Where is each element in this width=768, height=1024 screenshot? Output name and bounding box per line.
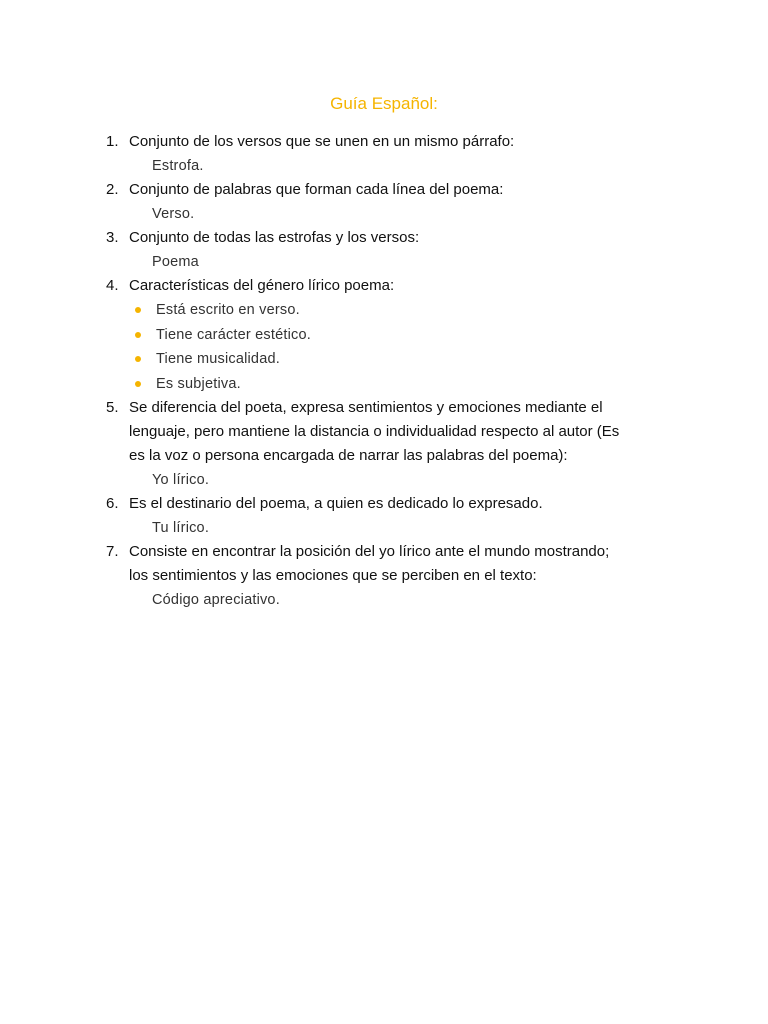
bullet-dot-icon bbox=[135, 356, 141, 362]
bullet-text: Está escrito en verso. bbox=[156, 302, 300, 318]
list-item bbox=[106, 130, 666, 154]
bullet-item bbox=[106, 323, 666, 348]
answer-text: Poema bbox=[152, 254, 199, 270]
item-number: 7. bbox=[106, 543, 119, 560]
bullet-item bbox=[106, 298, 666, 323]
bullet-text: Tiene carácter estético. bbox=[156, 326, 311, 343]
question-text: Conjunto de todas las estrofas y los versos: bbox=[129, 229, 420, 246]
question-line: lenguaje, pero mantiene la distancia o individualidad respecto al autor (Es bbox=[129, 423, 620, 440]
bullet-item bbox=[106, 347, 666, 372]
item-number: 6. bbox=[106, 495, 119, 512]
answer-text: Código apreciativo. bbox=[152, 592, 280, 608]
answer-text: Tu lírico. bbox=[152, 520, 210, 536]
question-text: Es el destinario del poema, a quien es dedicado lo expresado. bbox=[129, 495, 543, 512]
bullet-text: Tiene musicalidad. bbox=[156, 351, 280, 367]
question-text: Conjunto de los versos que se unen en un mismo párrafo: bbox=[129, 133, 515, 150]
list-item bbox=[106, 396, 666, 468]
question-text: Conjunto de palabras que forman cada línea del poema: bbox=[129, 181, 504, 198]
item-number: 5. bbox=[106, 399, 119, 416]
list-item bbox=[106, 274, 666, 298]
question-line: Se diferencia del poeta, expresa sentimientos y emociones mediante el bbox=[129, 399, 603, 416]
item-number: 2. bbox=[106, 181, 119, 198]
list-item bbox=[106, 226, 666, 250]
question-list bbox=[106, 130, 666, 612]
list-item bbox=[106, 178, 666, 202]
bullet-dot-icon bbox=[135, 381, 141, 387]
question-line: Consiste en encontrar la posición del yo lírico ante el mundo mostrando; bbox=[129, 543, 610, 560]
item-number: 3. bbox=[106, 229, 119, 246]
question-line: los sentimientos y las emociones que se perciben en el texto: bbox=[129, 567, 537, 584]
bullet-dot-icon bbox=[135, 332, 141, 338]
bullet-item bbox=[106, 372, 666, 397]
bullet-text: Es subjetiva. bbox=[156, 375, 241, 392]
list-item bbox=[106, 540, 666, 588]
bullet-dot-icon bbox=[135, 307, 141, 313]
item-number: 1. bbox=[106, 133, 119, 150]
question-line: es la voz o persona encargada de narrar las palabras del poema): bbox=[129, 447, 568, 464]
answer-text: Verso. bbox=[152, 206, 195, 222]
item-number: 4. bbox=[106, 277, 119, 294]
answer-text: Yo lírico. bbox=[152, 472, 210, 488]
answer-text: Estrofa. bbox=[152, 158, 204, 174]
bullet-list bbox=[106, 298, 666, 396]
page-title: Guía Español: bbox=[330, 94, 438, 113]
list-item bbox=[106, 492, 666, 516]
question-text: Características del género lírico poema: bbox=[129, 277, 395, 294]
